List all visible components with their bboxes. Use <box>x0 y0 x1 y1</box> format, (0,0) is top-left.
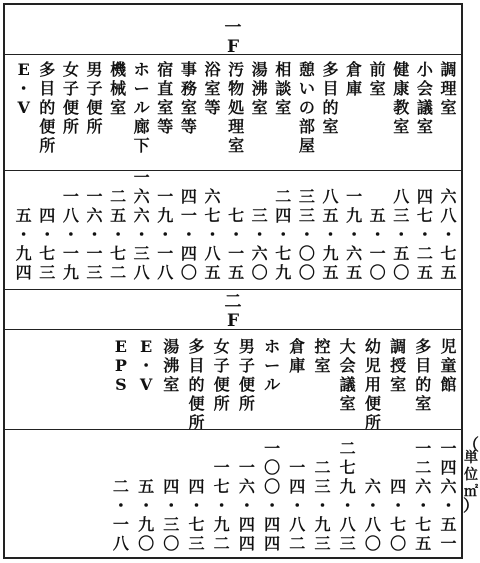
room-name-cell: 宿 直 室 等 <box>157 60 174 136</box>
room-area-cell: 三 ・ 六 〇 <box>251 206 268 282</box>
room-name-cell: 男 子 便 所 <box>86 60 103 136</box>
room-area-cell: 二 三 ・ 九 三 <box>314 458 331 553</box>
room-name-cell: 相 談 室 <box>275 60 292 117</box>
room-area-cell: 一 九 ・ 一 八 <box>157 187 174 282</box>
floor-2-label: 二 F <box>224 292 242 331</box>
floor-2-header <box>5 293 461 331</box>
room-area-cell: 六 八 ・ 七 五 <box>440 187 457 282</box>
room-name-cell: 女 子 便 所 <box>62 60 79 136</box>
room-area-cell: 一 六 六 ・ 三 八 <box>133 168 150 282</box>
room-name-cell: 前 室 <box>369 60 386 98</box>
room-name-cell: 多 目 的 便 所 <box>39 60 56 155</box>
room-area-cell: 二 七 九 ・ 八 三 <box>339 439 356 553</box>
room-name-cell: 浴 室 等 <box>204 60 221 117</box>
room-name-cell: 調 理 室 <box>440 60 457 117</box>
room-area-cell: 四 ・ 七 三 <box>188 477 205 553</box>
area-table <box>3 3 463 559</box>
room-area-cell: 一 六 ・ 一 三 <box>86 187 103 282</box>
room-name-cell: 児 童 館 <box>440 337 457 394</box>
room-area-cell: 五 ・ 九 四 <box>15 206 32 282</box>
room-area-cell: 四 ・ 七 三 <box>39 206 56 282</box>
room-name-cell: E P S <box>114 337 127 394</box>
room-name-cell: 多 目 的 室 <box>415 337 432 413</box>
room-area-cell: 四 一 ・ 四 〇 <box>180 187 197 282</box>
room-area-cell: 一 四 六 ・ 五 一 <box>440 439 457 553</box>
room-name-cell: 控 室 <box>314 337 331 375</box>
room-name-cell: 多 目 的 便 所 <box>188 337 205 432</box>
room-area-cell: 一 六 ・ 四 四 <box>238 458 255 553</box>
room-area-cell: 一 二 六 ・ 七 五 <box>415 439 432 553</box>
room-area-cell: 四 七 ・ 二 五 <box>416 187 433 282</box>
room-name-cell: 男 子 便 所 <box>238 337 255 413</box>
room-name-cell: 憩 い の 部 屋 <box>298 60 315 155</box>
divider <box>5 170 461 171</box>
room-name-cell: 小 会 議 室 <box>416 60 433 136</box>
room-name-cell: 女 子 便 所 <box>213 337 230 413</box>
floor-1-label: 一 F <box>224 18 242 57</box>
room-name-cell: 調 授 室 <box>390 337 407 394</box>
room-area-cell: 一 四 ・ 八 二 <box>289 458 306 553</box>
room-area-cell: 一 九 ・ 六 五 <box>346 187 363 282</box>
room-name-cell: 湯 沸 室 <box>163 337 180 394</box>
room-name-cell: 機 械 室 <box>110 60 127 117</box>
room-area-cell: 五 ・ 九 〇 <box>138 477 155 553</box>
room-name-cell: 倉 庫 <box>346 60 363 98</box>
divider <box>5 329 461 330</box>
room-area-cell: 四 ・ 三 〇 <box>163 477 180 553</box>
room-name-cell: ホ ー ル <box>264 337 281 394</box>
divider <box>5 289 461 290</box>
room-area-cell: 三 三 ・ 〇 〇 <box>298 187 315 282</box>
room-area-cell: 六 ・ 八 〇 <box>364 477 381 553</box>
room-area-cell: 七 ・ 一 五 <box>228 206 245 282</box>
floor-1-header <box>5 19 461 57</box>
room-name-cell: 事 務 室 等 <box>180 60 197 136</box>
room-name-cell: ホ ー ル 廊 下 <box>133 60 150 155</box>
room-name-cell: E ・ V <box>15 60 32 117</box>
room-name-cell: 多 目 的 室 <box>322 60 339 136</box>
room-area-cell: 八 五 ・ 九 五 <box>322 187 339 282</box>
room-name-cell: 大 会 議 室 <box>339 337 356 413</box>
room-name-cell: 汚 物 処 理 室 <box>228 60 245 155</box>
room-area-cell: 一 七 ・ 九 二 <box>213 458 230 553</box>
room-area-cell: 六 七 ・ 八 五 <box>204 187 221 282</box>
room-area-cell: 一 〇 〇 ・ 四 四 <box>264 439 281 553</box>
floor-1-room-names <box>5 60 461 165</box>
room-name-cell: 健 康 教 室 <box>393 60 410 136</box>
unit-note: （ 単 位 ㎡ ） <box>462 435 479 515</box>
room-area-cell: 八 三 ・ 五 〇 <box>393 187 410 282</box>
floor-2-room-names <box>5 337 461 437</box>
room-area-cell: 二 四 ・ 七 九 <box>275 187 292 282</box>
room-area-cell: 一 八 ・ 一 九 <box>62 187 79 282</box>
room-name-cell: 倉 庫 <box>289 337 306 375</box>
room-area-cell: 二 ・ 一 八 <box>112 477 129 553</box>
floor-2-room-areas <box>5 431 461 557</box>
room-name-cell: 幼 児 用 便 所 <box>364 337 381 432</box>
floor-1-room-areas <box>5 168 461 286</box>
room-area-cell: 五 ・ 一 〇 <box>369 206 386 282</box>
room-name-cell: 湯 沸 室 <box>251 60 268 117</box>
room-area-cell: 二 五 ・ 七 二 <box>110 187 127 282</box>
divider <box>5 54 461 55</box>
room-area-cell: 四 ・ 七 〇 <box>390 477 407 553</box>
room-name-cell: E ・ V <box>138 337 155 394</box>
divider <box>5 429 461 430</box>
